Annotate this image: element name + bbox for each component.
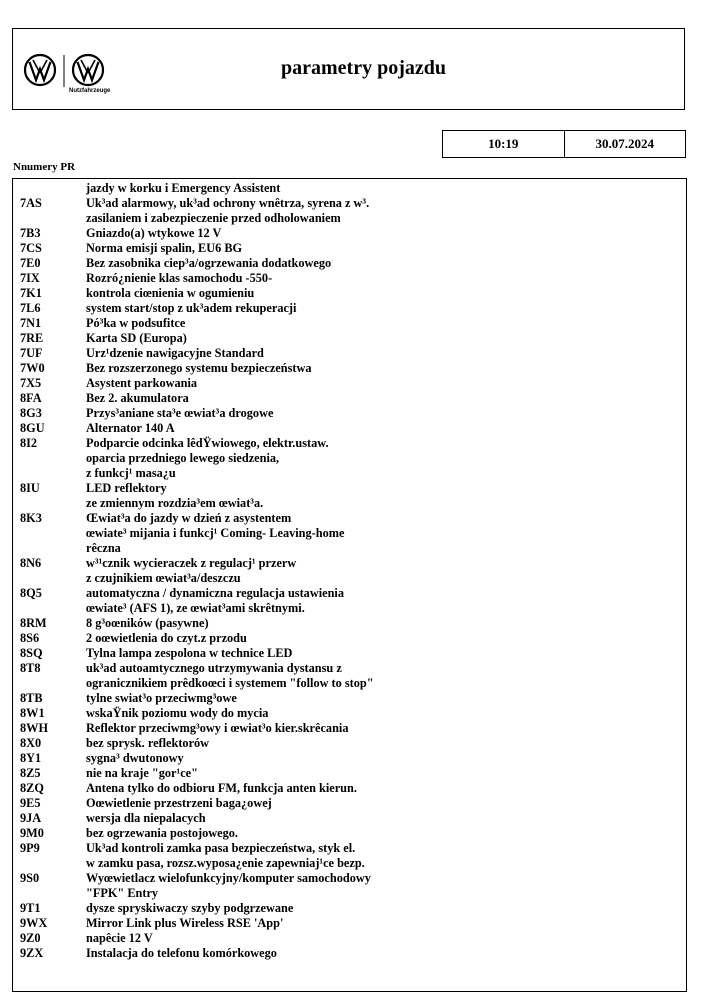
pr-description: system start/stop z uk³adem rekuperacji [86,301,297,315]
pr-code: 7K1 [20,286,42,300]
pr-code: 8FA [20,391,42,405]
pr-description: napêcie 12 V [86,931,153,945]
list-item [13,871,686,886]
pr-description: sygna³ dwutonowy [86,751,184,765]
pr-code: 9WX [20,916,48,930]
pr-code [13,451,86,466]
pr-code: 7AS [20,196,42,210]
list-item [13,526,686,541]
time-value: 10:19 [488,136,519,151]
pr-code [13,181,86,196]
pr-description: Karta SD (Europa) [86,331,187,345]
pr-code: 8I2 [20,436,38,450]
pr-rows [13,181,686,961]
list-item [13,226,686,241]
list-item [13,256,686,271]
pr-description: Uk³ad kontroli zamka pasa bezpieczeństwa, styk el. [86,841,356,855]
pr-code: 8IU [20,481,40,495]
pr-description: Œwiat³a do jazdy w dzień z asystentem [86,511,292,525]
list-item [13,796,686,811]
list-item [13,841,686,856]
pr-code: 9JA [20,811,42,825]
pr-code: 9M0 [20,826,44,840]
pr-description: Antena tylko do odbioru FM, funkcja anten kierun. [86,781,357,795]
pr-description: Urz¹dzenie nawigacyjne Standard [86,346,264,360]
list-item [13,331,686,346]
list-item [13,946,686,961]
list-item [13,346,686,361]
pr-description: Alternator 140 A [86,421,175,435]
list-item [13,646,686,661]
pr-description: Oœwietlenie przestrzeni baga¿owej [86,796,272,810]
pr-code [13,496,86,511]
pr-description: w³¹cznik wycieraczek z regulacj¹ przerw [86,556,297,570]
date-value: 30.07.2024 [564,131,686,157]
pr-description: tylne swiat³o przeciwmg³owe [86,691,237,705]
pr-description: Gniazdo(a) wtykowe 12 V [86,226,222,240]
pr-description: Przys³aniane sta³e œwiat³a drogowe [86,406,274,420]
pr-code: 8X0 [20,736,42,750]
brand-subtitle: Nutzfahrzeuge [69,88,111,94]
pr-code: 8K3 [20,511,42,525]
list-item [13,901,686,916]
pr-code: 9E5 [20,796,41,810]
pr-description: LED reflektory [86,481,167,495]
pr-code [13,886,86,901]
pr-description: z czujnikiem œwiat³a/deszczu [86,571,241,585]
pr-description: 8 g³oœników (pasywne) [86,616,209,630]
list-item [13,466,686,481]
pr-description: jazdy w korku i Emergency Assistent [86,181,281,195]
pr-description: dysze spryskiwaczy szyby podgrzewane [86,901,294,915]
list-item [13,616,686,631]
list-item [13,916,686,931]
list-item [13,781,686,796]
list-item [13,301,686,316]
pr-description: uk³ad autoamtycznego utrzymywania dystansu z [86,661,342,675]
list-item [13,631,686,646]
pr-code: 8ZQ [20,781,44,795]
list-item [13,601,686,616]
pr-description: "FPK" Entry [86,886,159,900]
pr-description: Uk³ad alarmowy, uk³ad ochrony wnêtrza, syrena z w³. [86,196,370,210]
pr-description: Mirror Link plus Wireless RSE 'App' [86,916,284,930]
pr-code: 7RE [20,331,44,345]
pr-code: 8S6 [20,631,40,645]
list-item [13,541,686,556]
pr-description: Instalacja do telefonu komórkowego [86,946,277,960]
document-header [12,28,685,110]
pr-description: Pó³ka w podsufitce [86,316,186,330]
pr-code [13,466,86,481]
list-item [13,496,686,511]
list-item [13,586,686,601]
pr-description: Rozró¿nienie klas samochodu -550- [86,271,273,285]
pr-code: 9P9 [20,841,40,855]
pr-code: 7UF [20,346,43,360]
pr-description: rêczna [86,541,121,555]
list-item [13,736,686,751]
pr-code: 8N6 [20,556,42,570]
pr-description: wersja dla niepalacych [86,811,206,825]
pr-code [13,856,86,871]
pr-code [13,526,86,541]
pr-code: 8G3 [20,406,42,420]
pr-description: Tylna lampa zespolona w technice LED [86,646,293,660]
pr-description: wskaŸnik poziomu wody do mycia [86,706,269,720]
pr-code: 8RM [20,616,47,630]
pr-description: Bez zasobnika ciep³a/ogrzewania dodatkowego [86,256,332,270]
pr-code: 8GU [20,421,45,435]
pr-code: 9T1 [20,901,41,915]
pr-code [13,676,86,691]
list-item [13,706,686,721]
list-item [13,451,686,466]
pr-code: 7L6 [20,301,41,315]
list-item [13,856,686,871]
pr-code: 7W0 [20,361,45,375]
pr-description: w zamku pasa, rozsz.wyposa¿enie zapewniaj¹ce bezp. [86,856,365,870]
list-item [13,826,686,841]
pr-code: 8Q5 [20,586,42,600]
list-item [13,886,686,901]
page-title: parametry pojazdu [281,57,446,79]
pr-code: 7X5 [20,376,42,390]
list-item [13,376,686,391]
pr-code: 8TB [20,691,43,705]
pr-code: 9ZX [20,946,44,960]
pr-description: zasilaniem i zabezpieczenie przed odholowaniem [86,211,341,225]
pr-description: œwiate³ (AFS 1), ze œwiat³ami skrêtnymi. [86,601,305,615]
list-item [13,241,686,256]
list-item [13,361,686,376]
pr-code: 9S0 [20,871,40,885]
pr-description: œwiate³ mijania i funkcj¹ Coming- Leaving-home [86,526,345,540]
list-item [13,556,686,571]
pr-description: Bez 2. akumulatora [86,391,189,405]
pr-description: Podparcie odcinka lêdŸwiowego, elektr.ustaw. [86,436,329,450]
pr-code [13,571,86,586]
list-item [13,721,686,736]
pr-code: 7IX [20,271,40,285]
pr-code [13,601,86,616]
list-item [13,286,686,301]
pr-code: 8WH [20,721,49,735]
list-item [13,571,686,586]
pr-code: 8W1 [20,706,45,720]
pr-description: bez sprysk. reflektorów [86,736,210,750]
pr-description: ogranicznikiem prêdkoœci i systemem "follow to stop" [86,676,374,690]
pr-code: 7E0 [20,256,41,270]
list-item [13,676,686,691]
pr-description: Bez rozszerzonego systemu bezpieczeństwa [86,361,312,375]
pr-code: 7N1 [20,316,42,330]
pr-description: oparcia przedniego lewego siedzenia, [86,451,280,465]
pr-code: 8SQ [20,646,43,660]
list-item [13,511,686,526]
list-item [13,481,686,496]
meta-box [442,130,686,158]
list-item [13,751,686,766]
list-item [13,211,686,226]
list-item [13,811,686,826]
pr-description: Asystent parkowania [86,376,198,390]
list-item [13,931,686,946]
pr-description: z funkcj¹ masa¿u [86,466,176,480]
pr-description: bez ogrzewania postojowego. [86,826,238,840]
pr-code: 8Z5 [20,766,41,780]
pr-description: Wyœwietlacz wielofunkcyjny/komputer samochodowy [86,871,371,885]
pr-code: 8Y1 [20,751,42,765]
pr-code [13,211,86,226]
pr-code: 8T8 [20,661,41,675]
list-item [13,271,686,286]
pr-code: 9Z0 [20,931,41,945]
list-item [13,436,686,451]
section-label: Nnumery PR [13,161,76,173]
pr-code: 7B3 [20,226,41,240]
list-item [13,766,686,781]
pr-description: Reflektor przeciwmg³owy i œwiat³o kier.skrêcania [86,721,349,735]
pr-code: 7CS [20,241,42,255]
list-item [13,406,686,421]
pr-code [13,541,86,556]
list-item [13,421,686,436]
pr-description: nie na kraje "gor¹ce" [86,766,198,780]
pr-description: ze zmiennym rozdzia³em œwiat³a. [86,496,264,510]
list-item [13,316,686,331]
list-item [13,691,686,706]
list-item [13,391,686,406]
pr-numbers-list [12,178,687,992]
list-item [13,196,686,211]
pr-description: automatyczna / dynamiczna regulacja ustawienia [86,586,344,600]
list-item [13,181,686,196]
pr-description: Norma emisji spalin, EU6 BG [86,241,243,255]
pr-description: 2 oœwietlenia do czyt.z przodu [86,631,247,645]
list-item [13,661,686,676]
pr-description: kontrola ciœnienia w ogumieniu [86,286,255,300]
